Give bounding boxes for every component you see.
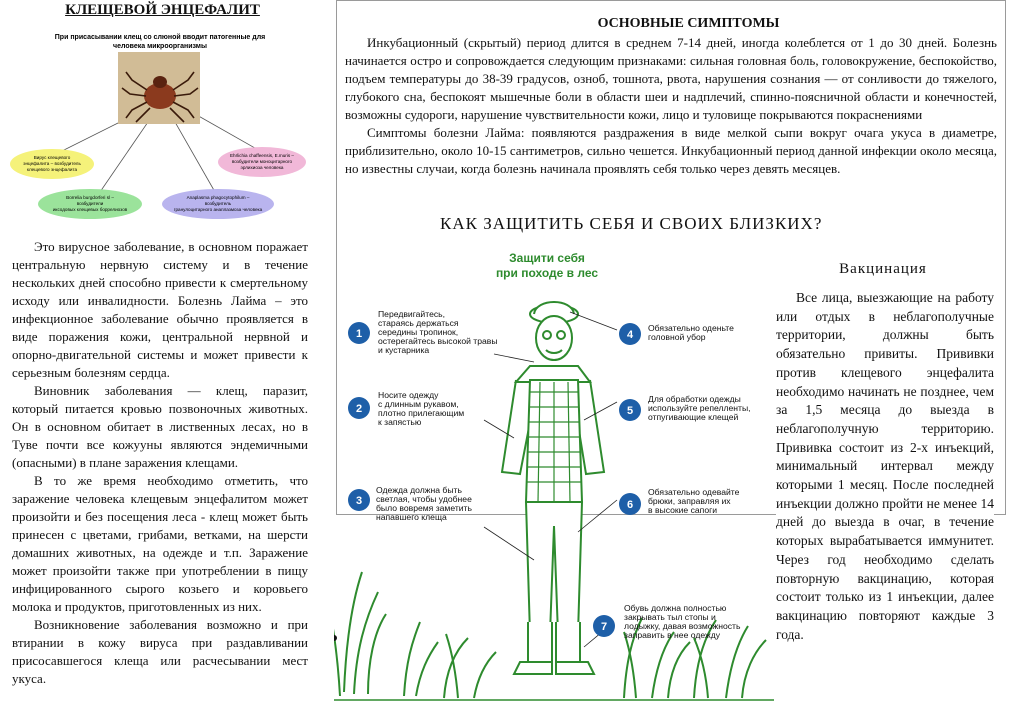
protect-title: КАК ЗАЩИТИТЬ СЕБЯ И СВОИХ БЛИЗКИХ? xyxy=(440,214,823,233)
pathogen-node-borrelia xyxy=(38,189,142,219)
pathogen-node-ehrlichia xyxy=(218,147,306,177)
symptoms-text xyxy=(345,34,997,178)
node-text: Anaplasma phagocytophilum – xyxy=(186,195,250,200)
node-text: энцефалита – возбудитель xyxy=(23,161,81,166)
node-text: Borrelia burgdorferi sl – xyxy=(66,195,114,200)
node-text: эрлихиоза человека xyxy=(240,165,284,170)
tip-number: 7 xyxy=(600,621,608,633)
tip-1-text: Передвигайтесь, стараясь держаться середины тропинок, остерегайтесь высокой травы и кустарника xyxy=(378,309,498,355)
vaccination-title: Вакцинация xyxy=(839,261,927,277)
illustration-heading-line1: Защити себя xyxy=(509,251,585,265)
tip-number: 3 xyxy=(355,495,363,507)
left-paragraph: В то же время необходимо отметить, что заражение человека клещевым энцефалитом может произойти и без посещения леса - клещ может быть принесен с цветами, грибами, ветками, на шерсти домашних животных, на одежде и т.п. Заражение может произойти также при употреблении в пищу инфицированного сырого козьего и коровьего молока и продуктов, приготовленных из них. xyxy=(12,473,308,614)
tip-number: 2 xyxy=(355,403,363,415)
pathogen-node-anaplasma xyxy=(162,189,274,219)
node-text: Вирус клещевого xyxy=(33,155,71,160)
tip-4-text: Обязательно оденьте головной убор xyxy=(648,323,734,342)
tip-2-text: Носите одежду с длинным рукавом, плотно прилегающим к запястью xyxy=(378,390,465,427)
tick-photo xyxy=(118,52,200,124)
node-text: Ehrlichia chaffeensis, E.muris – xyxy=(229,153,295,158)
node-text: возбудители xyxy=(76,201,104,206)
diagram-caption-line2: человека микроорганизмы xyxy=(113,43,207,50)
tip-number: 6 xyxy=(626,499,634,511)
vaccination-text xyxy=(776,289,994,644)
tip-number: 1 xyxy=(355,328,363,340)
tip-6-text: Обязательно одевайте брюки, заправляя их в высокие сапоги xyxy=(648,487,740,515)
node-text: клещевого энцефалита xyxy=(26,167,78,172)
protection-illustration xyxy=(334,242,774,712)
symptoms-paragraph: Симптомы болезни Лайма: появляются раздражения в виде мелкой сыпи вокруг очага укуса в диаметре, приблизительно, около 10-15 сантиметров, сильно чешется. Инкубационный период данной инфекции около месяца, но известны случаи, когда болезнь начинала проявлять себя только через девять месяцев. xyxy=(345,125,997,176)
symptoms-title: ОСНОВНЫЕ СИМПТОМЫ xyxy=(597,16,780,31)
pathogen-node-tbe xyxy=(10,149,94,179)
illustration-heading-line2: при походе в лес xyxy=(495,266,599,280)
left-title: КЛЕЩЕВОЙ ЭНЦЕФАЛИТ xyxy=(65,2,260,18)
tip-5-text: Для обработки одежды используйте репелленты, отпугивающие клещей xyxy=(648,394,751,422)
left-paragraph: Это вирусное заболевание, в основном поражает центральную нервную систему и в течение нескольких дней способно привести к смертельному исходу или инвалидности. Болезнь Лайма – это инфекционное заболевание обычно проявляется в виде поражения кожи, центральной нервной и опорно-двигательной системы и может привести к серьезным болезням сердца. xyxy=(12,239,308,380)
diagram-caption-line1: При присасывании клещ со слюной вводит патогенные для xyxy=(54,34,266,41)
left-paragraph: Возникновение заболевания возможно и при втирании в кожу вируса при раздавливании присосавшегося клеща или расчесывании мест укуса. xyxy=(12,617,308,686)
node-text: возбудители моноцитарного xyxy=(231,159,293,164)
node-text: возбудитель xyxy=(204,201,232,206)
node-text: иксодовых клещевых боррелиозов xyxy=(52,207,128,212)
symptoms-paragraph: Инкубационный (скрытый) период длится в среднем 7-14 дней, иногда колеблется от 1 до 30 дней. Болезнь начинается остро и сопровождается следующим признаками: сильная головная боль, головокружение, беспокойство, подъем температуры до 38-39 градусов, озноб, тошнота, рвота, нарушения сознания — от сонливости до тяжелого, глубокого сна, беспокоят мышечные боли в области шеи и надплечий, спинно-поясничной области и конечностей, возможны судороги, нарушение чувствительности кожи, лицо и туловище покрываются покраснениями xyxy=(345,35,997,122)
tip-number: 5 xyxy=(626,405,634,417)
vaccination-paragraph: Все лица, выезжающие на работу или отдых в неблагополучные территории, должны быть обязательно привиты. Прививки против клещевого энцефалита необходимо начинать не позднее, чем за 1,5 месяца до выезда в неблагополучную территорию. Прививка состоит из 2-х инъекций, минимальный интервал между которыми 1 месяц. После последней инъекции должно пройти не менее 14 дней до выезда в очаг, в течение которых вырабатывается иммунитет. Через год необходимо сделать повторную вакцинацию, которая состоит только из 1 инъекции, далее вакцинацию повторяют каждые 3 года. xyxy=(776,290,994,642)
tick-pathogens-diagram xyxy=(0,22,320,230)
left-body-text xyxy=(12,238,308,688)
tip-number: 4 xyxy=(626,329,634,341)
node-text: гранулоцитарного анаплазмоза человека xyxy=(173,207,263,212)
tip-badges xyxy=(348,322,641,637)
left-paragraph: Виновник заболевания — клещ, паразит, который питается кровью позвоночных животных. Он в основном обитает в лиственных лесах, но в Туве почти все кожууны являются эндемичными (опасными) в плане заражения клещами. xyxy=(12,383,308,470)
bullet-dot xyxy=(334,635,337,641)
tip-3-text: Одежда должна быть светлая, чтобы удобнее было вовремя заметить напавшего клеща xyxy=(376,485,472,522)
tip-7-text: Обувь должна полностью закрывать тыл стопы и лодыжку, давая возможность заправить в нее одежду xyxy=(624,603,741,640)
hiker-drawing xyxy=(502,302,604,674)
